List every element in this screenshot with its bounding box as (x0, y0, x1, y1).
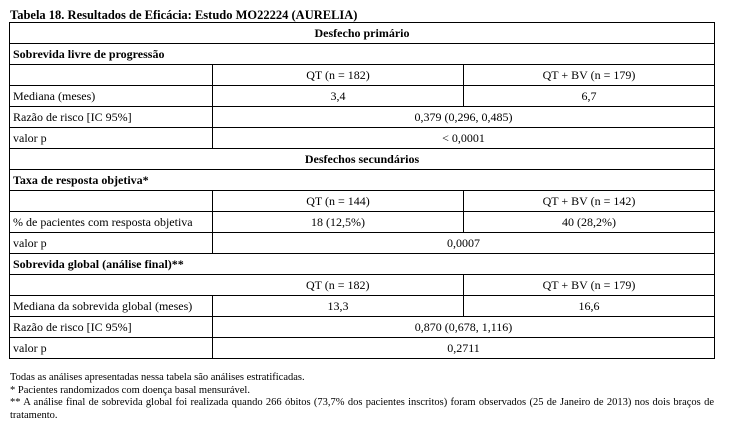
cell-value: 0,0007 (213, 233, 715, 254)
table-row (10, 86, 715, 107)
column-header-qt: QT (n = 182) (213, 65, 464, 86)
os-section-label: Sobrevida global (análise final)** (10, 254, 715, 275)
footnote-asterisk: * Pacientes randomizados com doença basal mensurável. (10, 384, 250, 396)
pfs-section-row (10, 44, 715, 65)
primary-endpoint-heading: Desfecho primário (10, 23, 715, 44)
efficacy-results-table (9, 22, 715, 359)
cell-value: 0,2711 (213, 338, 715, 359)
cell-value: 0,870 (0,678, 1,116) (213, 317, 715, 338)
table-row (10, 233, 715, 254)
secondary-endpoints-heading: Desfechos secundários (10, 149, 715, 170)
table-row (10, 191, 715, 212)
cell-value: < 0,0001 (213, 128, 715, 149)
column-header-qt-bv: QT + BV (n = 142) (464, 191, 715, 212)
cell-qt: 13,3 (213, 296, 464, 317)
column-header-qt-bv: QT + BV (n = 179) (464, 275, 715, 296)
cell-qt-bv: 16,6 (464, 296, 715, 317)
row-label: Razão de risco [IC 95%] (10, 107, 213, 128)
empty-cell (10, 65, 213, 86)
table-row (10, 107, 715, 128)
footnote-double-asterisk: ** A análise final de sobrevida global foi realizada quando 266 óbitos (73,7% dos pacientes inscritos) foram observados (25 de Janeiro de 2013) nos dois braços de tratamento. (10, 397, 714, 421)
cell-qt: 18 (12,5%) (213, 212, 464, 233)
column-header-qt: QT (n = 182) (213, 275, 464, 296)
footnote-general: Todas as análises apresentadas nessa tabela são análises estratificadas. (10, 372, 305, 383)
cell-value: 0,379 (0,296, 0,485) (213, 107, 715, 128)
os-section-row (10, 254, 715, 275)
table-row (10, 296, 715, 317)
cell-qt: 3,4 (213, 86, 464, 107)
table-row (10, 275, 715, 296)
table-row (10, 65, 715, 86)
empty-cell (10, 275, 213, 296)
table-row (10, 128, 715, 149)
column-header-qt: QT (n = 144) (213, 191, 464, 212)
footnotes (10, 372, 714, 422)
cell-qt-bv: 6,7 (464, 86, 715, 107)
row-label: Razão de risco [IC 95%] (10, 317, 213, 338)
empty-cell (10, 191, 213, 212)
table-title: Tabela 18. Resultados de Eficácia: Estudo MO22224 (AURELIA) (10, 8, 358, 22)
row-label: Mediana da sobrevida global (meses) (10, 296, 213, 317)
orr-section-row (10, 170, 715, 191)
primary-endpoint-row (10, 23, 715, 44)
pfs-section-label: Sobrevida livre de progressão (10, 44, 715, 65)
row-label: valor p (10, 338, 213, 359)
row-label: valor p (10, 233, 213, 254)
row-label: valor p (10, 128, 213, 149)
table-row (10, 338, 715, 359)
column-header-qt-bv: QT + BV (n = 179) (464, 65, 715, 86)
secondary-endpoints-row (10, 149, 715, 170)
row-label: Mediana (meses) (10, 86, 213, 107)
cell-qt-bv: 40 (28,2%) (464, 212, 715, 233)
row-label: % de pacientes com resposta objetiva (10, 212, 213, 233)
table-row (10, 317, 715, 338)
orr-section-label: Taxa de resposta objetiva* (10, 170, 715, 191)
table-row (10, 212, 715, 233)
